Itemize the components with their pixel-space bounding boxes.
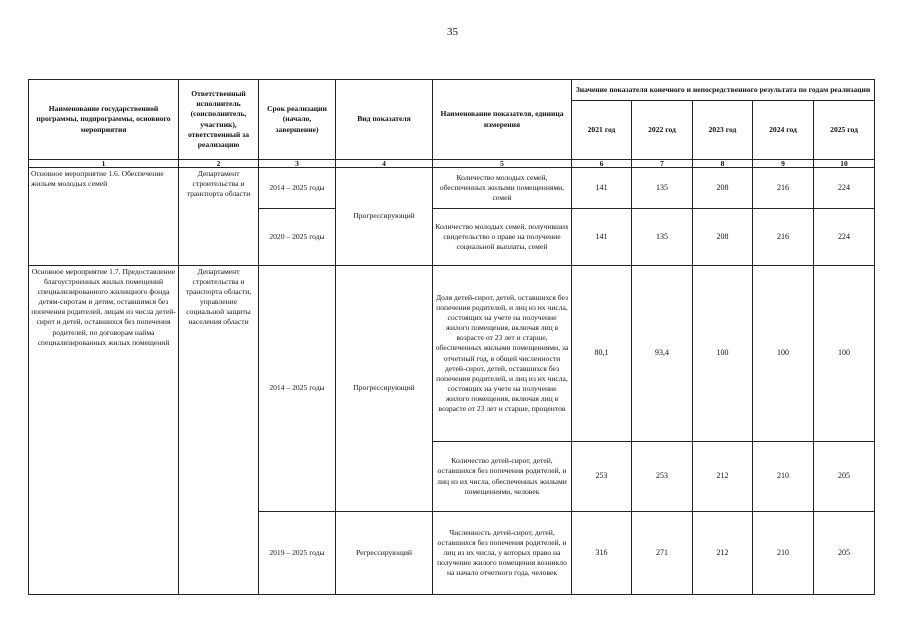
header-responsible: Ответственный исполнитель (соисполнитель, участник), ответственный за реализацию <box>179 80 259 160</box>
responsible-executor: Департамент строительства и транспорта области <box>179 168 259 266</box>
value-2022: 271 <box>632 512 693 595</box>
value-2021: 253 <box>572 442 632 512</box>
column-numbers-row <box>29 160 875 168</box>
implementation-period: 2014 – 2025 годы <box>259 266 336 512</box>
header-values-group: Значение показателя конечного и непосредственного результата по годам реализации <box>572 80 875 101</box>
indicator-name: Численность детей-сирот, детей, оставшихся без попечения родителей, и лиц из их числа, у которых право на получение жилого помещения возникло на начало отчетного года, человек <box>433 512 572 595</box>
table-row <box>29 168 875 209</box>
value-2021: 141 <box>572 209 632 266</box>
value-2025: 224 <box>814 168 875 209</box>
column-number: 6 <box>572 160 632 168</box>
header-year-2024: 2024 год <box>753 101 814 160</box>
value-2021: 141 <box>572 168 632 209</box>
header-year-2023: 2023 год <box>693 101 753 160</box>
indicator-name: Количество молодых семей, получивших свидетельство о праве на получение социальной выплаты, семей <box>433 209 572 266</box>
responsible-executor: Департамент строительства и транспорта области, управление социальной защиты населения области <box>179 266 259 595</box>
implementation-period: 2014 – 2025 годы <box>259 168 336 209</box>
column-number: 4 <box>336 160 433 168</box>
column-number: 8 <box>693 160 753 168</box>
header-year-2022: 2022 год <box>632 101 693 160</box>
value-2024: 100 <box>753 266 814 442</box>
measure-name: Основное мероприятие 1.7. Предоставление благоустроенных жилых помещений специализированного жилищного фонда детям-сиротам и детям, оставшимся без попечения родителей, лицам из числа детей-сирот и детей, оставшихся без попечения родителей, по договорам найма специализированных жилых помещений <box>29 266 179 595</box>
header-indicator-name: Наименование показателя, единица измерения <box>433 80 572 160</box>
indicators-table <box>28 79 875 595</box>
indicator-type: Прогрессирующий <box>336 266 433 512</box>
table-row <box>29 266 875 442</box>
indicator-name: Количество детей-сирот, детей, оставшихся без попечения родителей, и лиц из их числа, обеспеченных жилыми помещениями, человек <box>433 442 572 512</box>
value-2024: 210 <box>753 442 814 512</box>
measure-name: Основное мероприятие 1.6. Обеспечение жильем молодых семей <box>29 168 179 266</box>
value-2022: 253 <box>632 442 693 512</box>
value-2023: 212 <box>693 442 753 512</box>
value-2025: 205 <box>814 442 875 512</box>
page-number: 35 <box>447 26 458 38</box>
value-2021: 80,1 <box>572 266 632 442</box>
header-program-name: Наименование государственной программы, подпрограммы, основного мероприятия <box>29 80 179 160</box>
indicator-type: Регрессирующий <box>336 512 433 595</box>
value-2023: 208 <box>693 209 753 266</box>
column-number: 3 <box>259 160 336 168</box>
value-2023: 212 <box>693 512 753 595</box>
header-indicator-type: Вид показателя <box>336 80 433 160</box>
value-2024: 216 <box>753 168 814 209</box>
value-2022: 93,4 <box>632 266 693 442</box>
header-year-2025: 2025 год <box>814 101 875 160</box>
value-2024: 216 <box>753 209 814 266</box>
value-2025: 205 <box>814 512 875 595</box>
value-2025: 224 <box>814 209 875 266</box>
value-2023: 208 <box>693 168 753 209</box>
value-2021: 316 <box>572 512 632 595</box>
indicator-type: Прогрессирующий <box>336 168 433 266</box>
value-2025: 100 <box>814 266 875 442</box>
header-year-2021: 2021 год <box>572 101 632 160</box>
value-2022: 135 <box>632 209 693 266</box>
implementation-period: 2020 – 2025 годы <box>259 209 336 266</box>
column-number: 2 <box>179 160 259 168</box>
header-row-top <box>29 80 875 101</box>
indicator-name: Доля детей-сирот, детей, оставшихся без попечения родителей, и лиц из их числа, состоящих на учете на получение жилого помещения, включая лиц в возрасте от 23 лет и старше, обеспеченных жилыми помещениями, за отчетный год, в общей численности детей-сирот, детей, оставшихся без попечения родителей, и лиц из их числа, состоящих на учете на получение жилого помещения, включая лиц в возрасте от 23 лет и старше, процентов <box>433 266 572 442</box>
column-number: 10 <box>814 160 875 168</box>
implementation-period: 2019 – 2025 годы <box>259 512 336 595</box>
column-number: 5 <box>433 160 572 168</box>
value-2022: 135 <box>632 168 693 209</box>
column-number: 1 <box>29 160 179 168</box>
column-number: 7 <box>632 160 693 168</box>
column-number: 9 <box>753 160 814 168</box>
indicator-name: Количество молодых семей, обеспеченных жилыми помещениями, семей <box>433 168 572 209</box>
header-period: Срок реализации (начало, завершение) <box>259 80 336 160</box>
value-2024: 210 <box>753 512 814 595</box>
value-2023: 100 <box>693 266 753 442</box>
